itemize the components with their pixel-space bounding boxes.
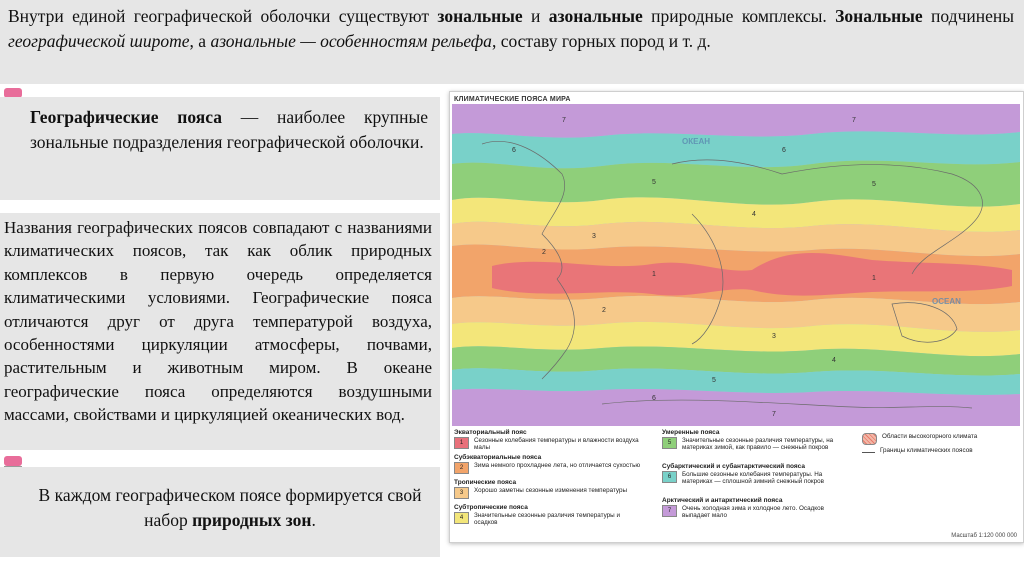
intro-text: Внутри единой географической оболочки существуют bbox=[8, 6, 438, 26]
legend-title: Тропические пояса bbox=[454, 479, 517, 486]
legend-swatch: 2 bbox=[454, 462, 469, 474]
climate-map-image bbox=[452, 104, 1020, 426]
map-scale: Масштаб 1:120 000 000 bbox=[951, 533, 1017, 539]
legend-swatch: 5 bbox=[662, 437, 677, 449]
legend-item-3 bbox=[454, 479, 644, 499]
legend-item-6 bbox=[662, 463, 842, 485]
legend-title: Субарктический и субантарктический пояса bbox=[662, 463, 805, 470]
svg-text:5: 5 bbox=[872, 181, 876, 188]
belts-body-block bbox=[0, 213, 440, 450]
map-legend bbox=[452, 427, 1020, 539]
legend-desc: Зима немного прохладнее лета, но отличается сухостью bbox=[474, 462, 641, 469]
svg-text:1: 1 bbox=[652, 271, 656, 278]
svg-text:7: 7 bbox=[772, 411, 776, 418]
legend-desc: Очень холодная зима и холодное лето. Осадков выпадает мало bbox=[682, 505, 824, 519]
svg-text:4: 4 bbox=[752, 211, 756, 218]
zones-bold: природных зон bbox=[192, 510, 312, 530]
legend-title: Субэкваториальные пояса bbox=[454, 454, 542, 461]
legend-desc: Значительные сезонные различия температуры, на материках зимой, как правило — снежный покров bbox=[682, 437, 834, 451]
legend-desc: Границы климатических поясов bbox=[880, 447, 973, 454]
svg-text:OCEAN: OCEAN bbox=[932, 297, 961, 306]
legend-title: Умеренные пояса bbox=[662, 429, 720, 436]
legend-title: Экваториальный пояс bbox=[454, 429, 527, 436]
intro-text: , составу горных пород и т. д. bbox=[491, 31, 711, 51]
svg-text:1: 1 bbox=[872, 275, 876, 282]
zones-text: В каждом географическом поясе формируется свой набор bbox=[38, 485, 422, 530]
legend-item-7 bbox=[662, 497, 842, 519]
legend-title: Арктический и антарктический пояса bbox=[662, 497, 783, 504]
belts-heading bbox=[30, 105, 428, 155]
intro-bold-azonal: азональные bbox=[548, 6, 643, 26]
intro-bold-zonal: зональные bbox=[437, 6, 523, 26]
legend-desc: Значительные сезонные различия температуры и осадков bbox=[474, 512, 620, 526]
svg-text:6: 6 bbox=[652, 395, 656, 402]
legend-boundary bbox=[862, 447, 1017, 454]
intro-text: и bbox=[522, 6, 549, 26]
svg-text:3: 3 bbox=[772, 333, 776, 340]
intro-paragraph bbox=[0, 0, 1024, 84]
belts-heading-block bbox=[0, 97, 440, 200]
zones-end: . bbox=[311, 510, 316, 530]
legend-item-2 bbox=[454, 454, 644, 474]
map-title: КЛИМАТИЧЕСКИЕ ПОЯСА МИРА bbox=[454, 96, 571, 103]
intro-text: подчинены bbox=[922, 6, 1014, 26]
legend-swatch: 1 bbox=[454, 437, 469, 449]
legend-item-4 bbox=[454, 504, 644, 526]
boundary-swatch bbox=[862, 447, 875, 453]
svg-text:2: 2 bbox=[602, 307, 606, 314]
intro-italic-latitude: географической широте bbox=[8, 31, 190, 51]
intro-text: природные комплексы. bbox=[642, 6, 836, 26]
legend-swatch: 3 bbox=[454, 487, 469, 499]
intro-bold-zonal-2: Зональные bbox=[835, 6, 923, 26]
legend-desc: Хорошо заметны сезонные изменения температуры bbox=[474, 487, 628, 494]
legend-swatch: 6 bbox=[662, 471, 677, 483]
zones-block bbox=[0, 467, 440, 557]
belts-body-text: Названия географических поясов совпадают с названиями климатических поясов, так как облик природных комплексов в первую очередь определяется климатическими условиями. Географические пояса отличаются друг от друга температурой воздуха, особенностями циркуляции атмосферы, почвами, растительным и животным миром. В океане географические пояса определяются воздушными массами, свойствами и циркуляцией океанических вод. bbox=[4, 218, 432, 425]
legend-desc: Сезонные колебания температуры и влажности воздуха малы bbox=[474, 437, 639, 451]
svg-text:6: 6 bbox=[782, 147, 786, 154]
svg-text:3: 3 bbox=[592, 233, 596, 240]
svg-text:7: 7 bbox=[852, 117, 856, 124]
belts-heading-rest: — наиболее крупные зональные подразделения географической оболочки. bbox=[30, 107, 428, 152]
svg-text:5: 5 bbox=[712, 377, 716, 384]
svg-text:7: 7 bbox=[562, 117, 566, 124]
legend-desc: Области высокогорного климата bbox=[882, 433, 978, 440]
svg-text:4: 4 bbox=[832, 357, 836, 364]
svg-text:2: 2 bbox=[542, 249, 546, 256]
belts-heading-bold: Географические пояса bbox=[30, 107, 222, 127]
svg-text:5: 5 bbox=[652, 179, 656, 186]
legend-title: Субтропические пояса bbox=[454, 504, 528, 511]
climate-map bbox=[449, 91, 1024, 543]
legend-highland bbox=[862, 433, 1017, 445]
legend-desc: Большие сезонные колебания температуры. На материках — сплошной зимний снежный покров bbox=[682, 471, 825, 485]
svg-text:ОКЕАН: ОКЕАН bbox=[682, 137, 710, 146]
legend-swatch: 4 bbox=[454, 512, 469, 524]
legend-swatch: 7 bbox=[662, 505, 677, 517]
svg-text:6: 6 bbox=[512, 147, 516, 154]
legend-item-1 bbox=[454, 429, 644, 451]
intro-italic-relief: азональные — особенностям рельефа bbox=[210, 31, 492, 51]
intro-text: , а bbox=[189, 31, 211, 51]
highland-swatch bbox=[862, 433, 877, 445]
legend-item-5 bbox=[662, 429, 842, 451]
